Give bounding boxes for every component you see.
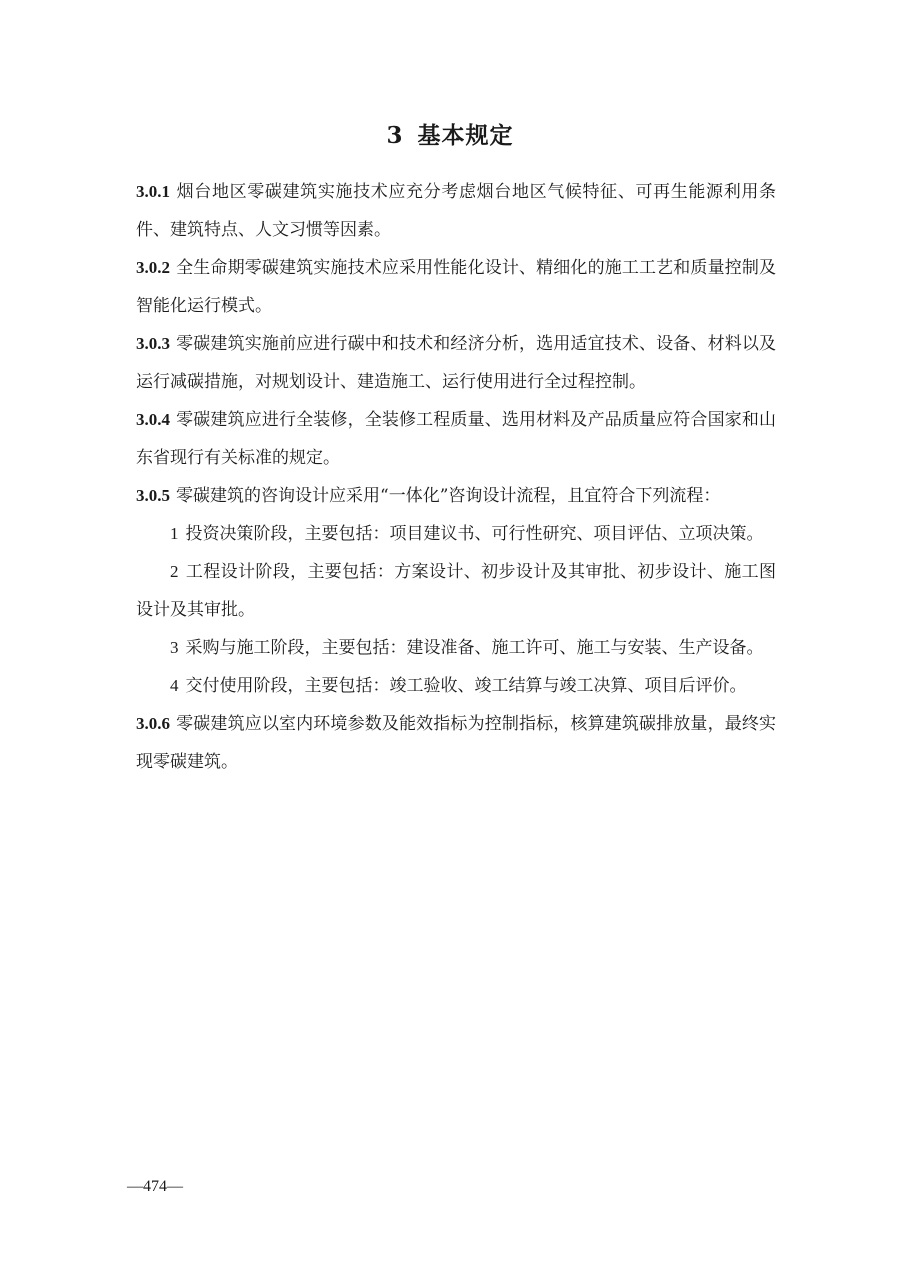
chapter-title: 基本规定 [417, 122, 514, 149]
clause-number: 3.0.4 [136, 410, 170, 429]
chapter-heading [0, 117, 900, 150]
clause-3-0-6 [136, 705, 776, 781]
list-item-3 [136, 629, 776, 667]
clause-number: 3.0.1 [136, 182, 170, 201]
list-item-1 [136, 515, 776, 553]
clause-text: 零碳建筑的咨询设计应采用“一体化”咨询设计流程，且宜符合下列流程： [176, 486, 721, 506]
clause-3-0-1 [136, 173, 776, 249]
clause-text: 零碳建筑实施前应进行碳中和技术和经济分析，选用适宜技术、设备、材料以及运行减碳措施，对规划设计、建造施工、运行使用进行全过程控制。 [136, 334, 776, 392]
clause-3-0-5 [136, 477, 776, 515]
list-item-number: 2 [170, 562, 179, 581]
clause-text: 全生命期零碳建筑实施技术应采用性能化设计、精细化的施工工艺和质量控制及智能化运行模式。 [136, 258, 776, 316]
list-item-4 [136, 667, 776, 705]
clause-3-0-3 [136, 325, 776, 401]
chapter-number: 3 [386, 122, 404, 149]
list-item-2 [136, 553, 776, 629]
page-number: —474— [127, 1178, 183, 1195]
clause-number: 3.0.3 [136, 334, 170, 353]
list-item-text: 工程设计阶段，主要包括：方案设计、初步设计及其审批、初步设计、施工图设计及其审批。 [136, 562, 776, 620]
chapter-body [136, 173, 776, 781]
clause-text: 烟台地区零碳建筑实施技术应充分考虑烟台地区气候特征、可再生能源利用条件、建筑特点、人文习惯等因素。 [136, 182, 776, 240]
clause-number: 3.0.2 [136, 258, 170, 277]
clause-3-0-4 [136, 401, 776, 477]
clause-number: 3.0.6 [136, 714, 170, 733]
list-item-number: 1 [170, 524, 179, 543]
list-item-number: 3 [170, 638, 179, 657]
list-item-text: 交付使用阶段，主要包括：竣工验收、竣工结算与竣工决算、项目后评价。 [185, 676, 747, 696]
list-item-text: 采购与施工阶段，主要包括：建设准备、施工许可、施工与安装、生产设备。 [185, 638, 764, 658]
list-item-number: 4 [170, 676, 179, 695]
clause-number: 3.0.5 [136, 486, 170, 505]
list-item-text: 投资决策阶段，主要包括：项目建议书、可行性研究、项目评估、立项决策。 [185, 524, 764, 544]
clause-3-0-2 [136, 249, 776, 325]
clause-text: 零碳建筑应进行全装修，全装修工程质量、选用材料及产品质量应符合国家和山东省现行有关标准的规定。 [136, 410, 776, 468]
clause-text: 零碳建筑应以室内环境参数及能效指标为控制指标，核算建筑碳排放量，最终实现零碳建筑。 [136, 714, 776, 772]
